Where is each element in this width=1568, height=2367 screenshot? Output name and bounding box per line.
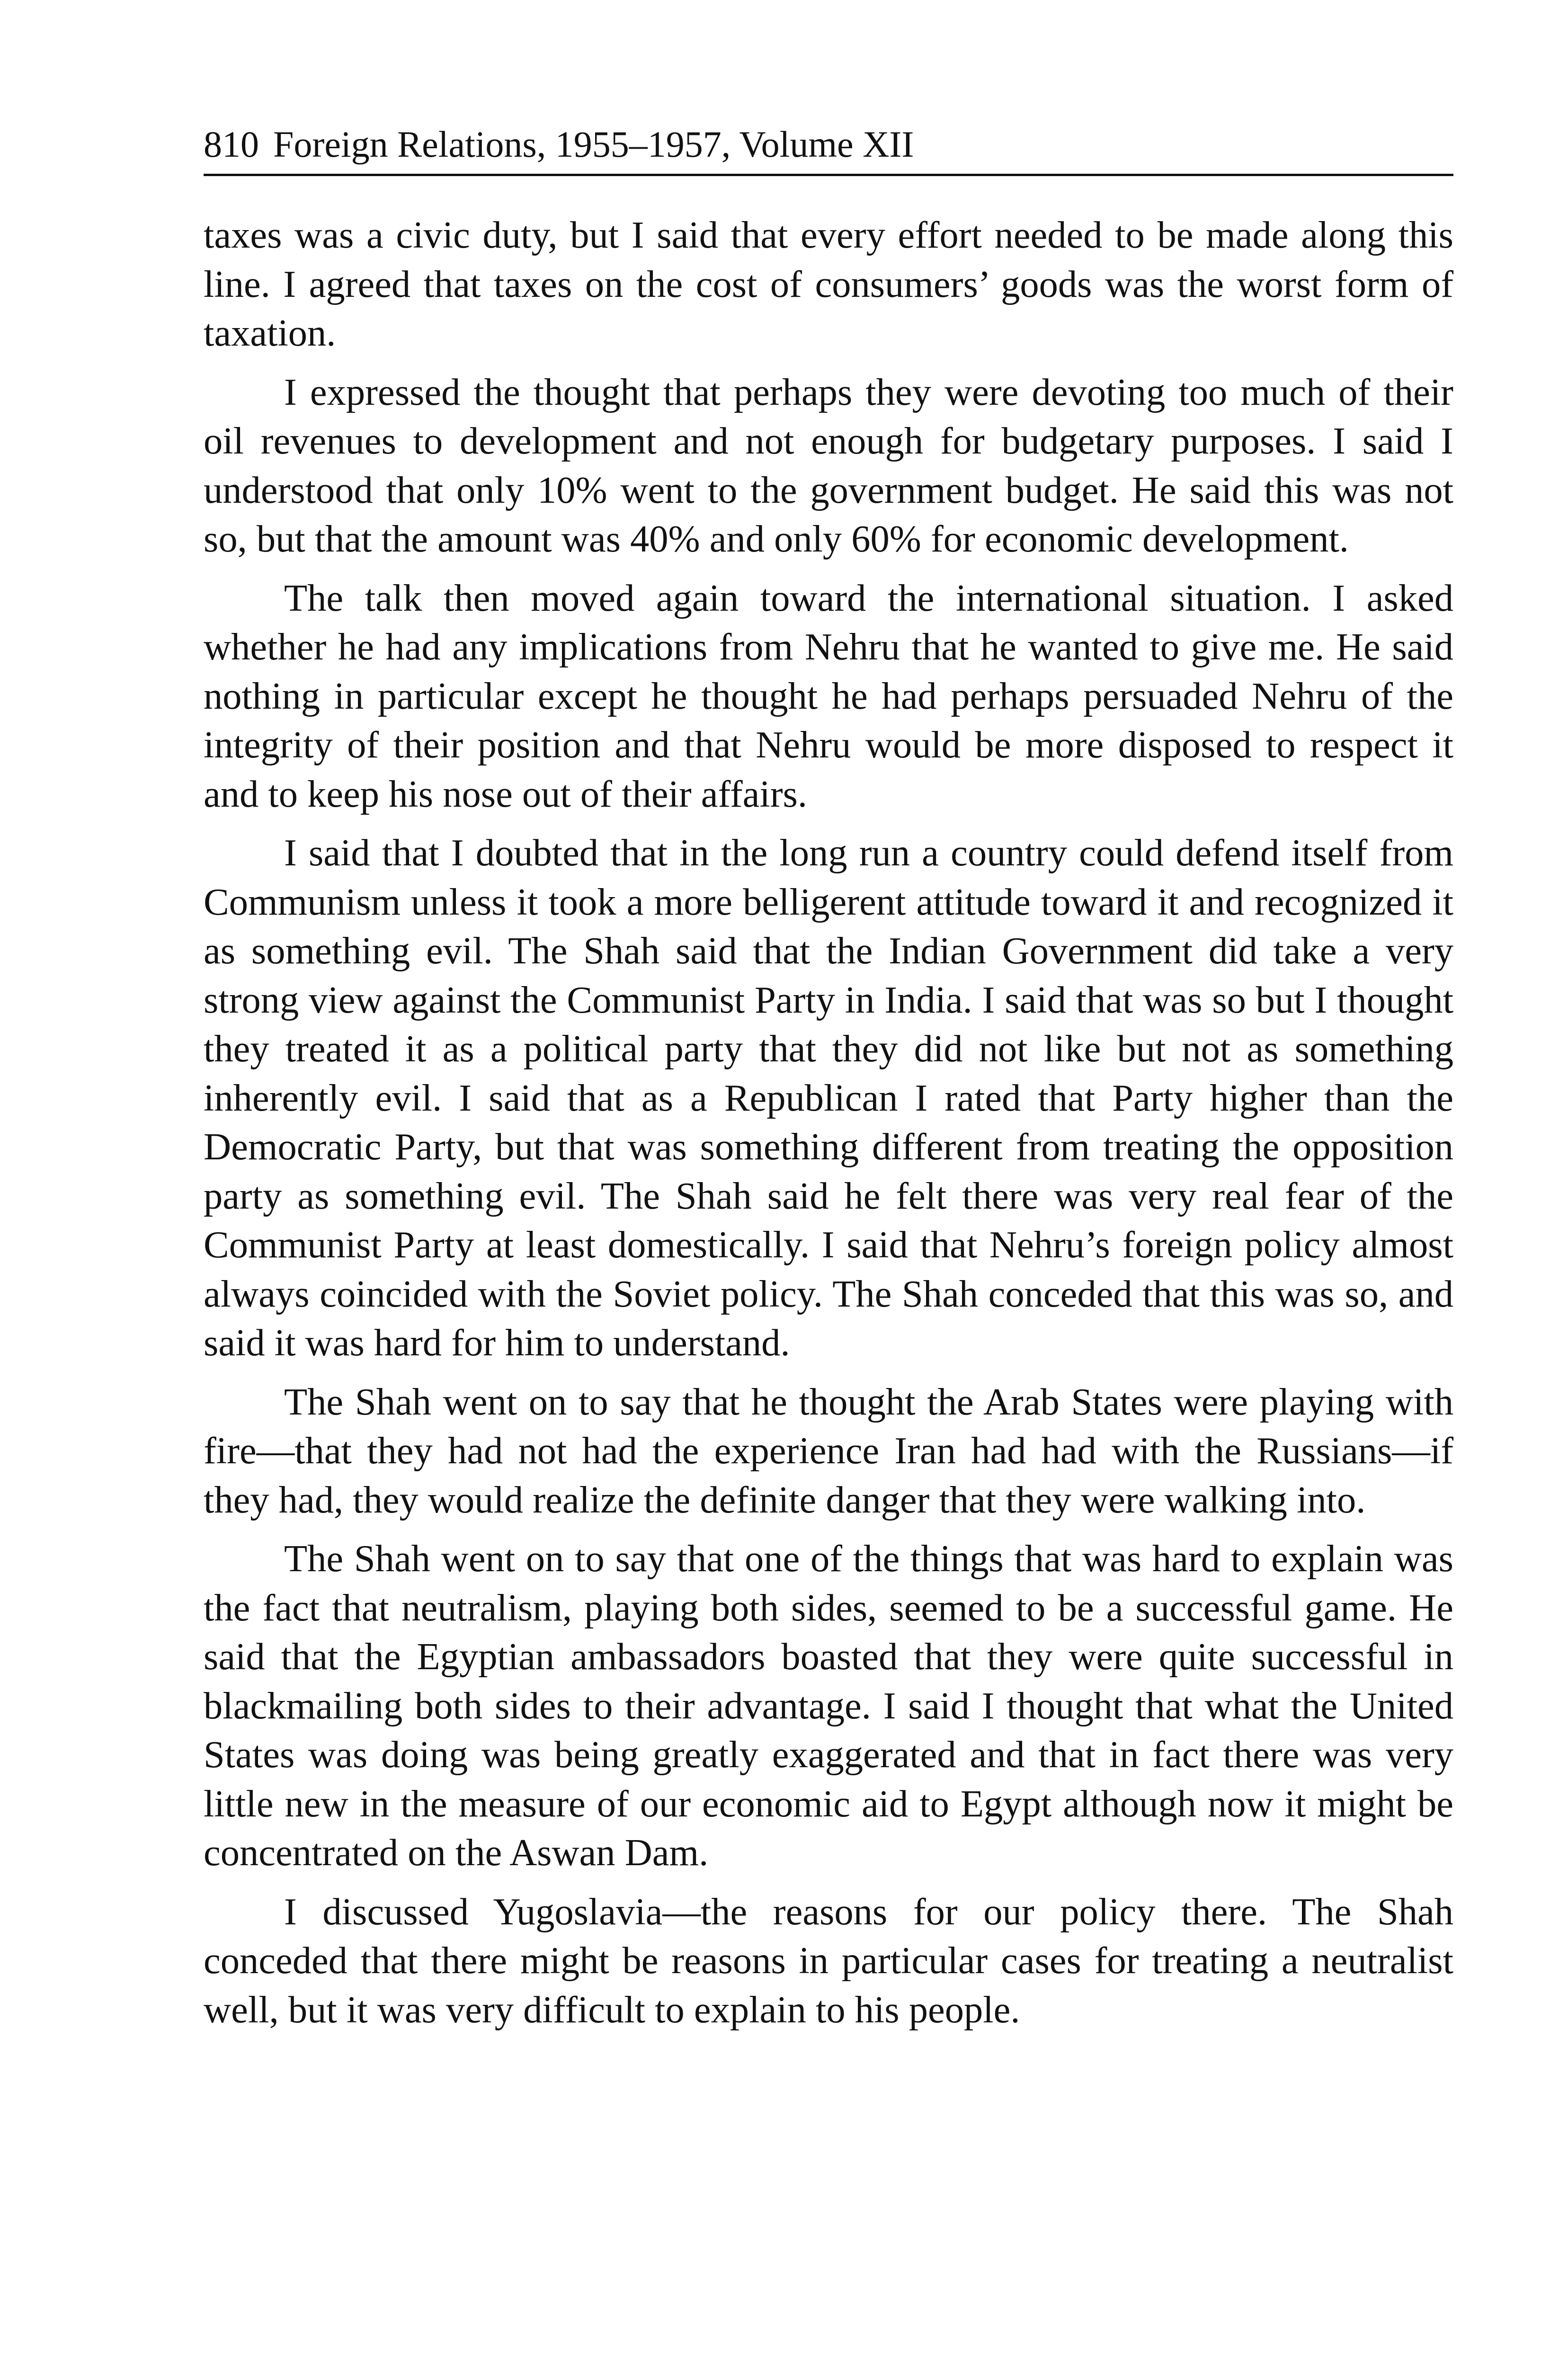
body-text <box>204 211 1453 2044</box>
paragraph: I said that I doubted that in the long run a country could defend itself from Communism unless it took a more belligerent attitude toward it and recognized it as something evil. The Shah said that the Indian Government did take a very strong view against the Communist Party in India. I said that was so but I thought they treated it as a political party that they did not like but not as something inherently evil. I said that as a Republican I rated that Party higher than the Democratic Party, but that was something different from treating the opposition party as something evil. The Shah said he felt there was very real fear of the Communist Party at least domestically. I said that Nehru’s foreign policy almost always coincided with the Soviet policy. The Shah conceded that this was so, and said it was hard for him to understand. <box>204 832 1453 1364</box>
paragraph: I discussed Yugoslavia—the reasons for our policy there. The Shah conceded that there might be reasons in particular cases for treating a neutralist well, but it was very difficult to explain to his people. <box>204 1890 1453 2031</box>
running-head <box>204 121 1453 176</box>
paragraph: The talk then moved again toward the international situation. I asked whether he had any implications from Nehru that he wanted to give me. He said nothing in particular except he thought he had perhaps persuaded Nehru of the integrity of their position and that Nehru would be more disposed to respect it and to keep his nose out of their affairs. <box>204 577 1453 815</box>
paragraph: The Shah went on to say that one of the things that was hard to explain was the fact that neutralism, playing both sides, seemed to be a successful game. He said that the Egyptian ambassadors boasted that they were quite successful in blackmailing both sides to their advantage. I said I thought that what the United States was doing was being greatly exaggerated and that in fact there was very little new in the measure of our economic aid to Egypt although now it might be concentrated on the Aswan Dam. <box>204 1538 1453 1874</box>
paragraph: The Shah went on to say that he thought the Arab States were playing with fire—that they had not had the experience Iran had had with the Russians—if they had, they would realize the definite danger that they were walking into. <box>204 1380 1453 1521</box>
paragraph: taxes was a civic duty, but I said that every effort needed to be made along this line. I agreed that taxes on the cost of consumers’ goods was the worst form of taxation. <box>204 214 1453 354</box>
page-number: 810 <box>204 124 259 165</box>
paragraph: I expressed the thought that perhaps they were devoting too much of their oil revenues to development and not enough for budgetary purposes. I said I understood that only 10% went to the government budget. He said this was not so, but that the amount was 40% and only 60% for economic development. <box>204 371 1453 560</box>
header-title: Foreign Relations, 1955–1957, Volume XII <box>273 124 914 165</box>
